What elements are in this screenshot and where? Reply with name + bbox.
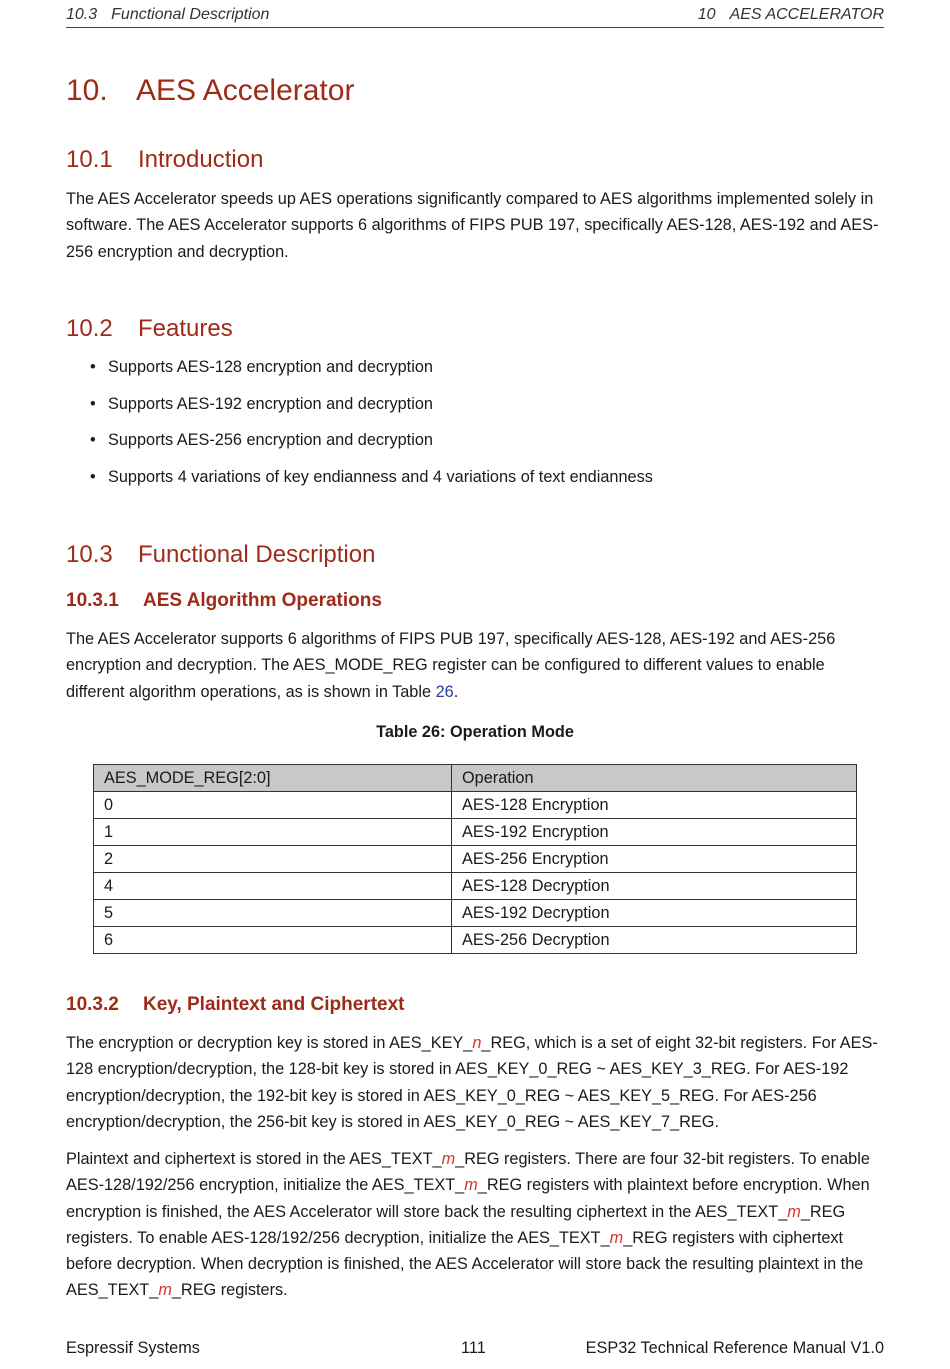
header-right-num: 10 xyxy=(697,6,716,23)
table-cell: AES-192 Decryption xyxy=(452,900,857,927)
plaintext-paragraph xyxy=(66,1146,886,1304)
table-row xyxy=(94,927,857,954)
table-header-row xyxy=(94,765,857,792)
chapter-num: 10. xyxy=(66,74,108,107)
table-reference-link[interactable]: 26 xyxy=(435,682,454,701)
table-row xyxy=(94,900,857,927)
variable-m: m xyxy=(464,1176,478,1195)
section-functional-heading xyxy=(66,541,375,569)
variable-m: m xyxy=(787,1202,801,1221)
operations-text: The AES Accelerator supports 6 algorithms of FIPS PUB 197, specifically AES-128, AES-192 and AES-256 encryption and decryption. The AES_MODE_REG register can be configured to different values to enable different algorithm operations, as is shown in Table xyxy=(66,630,836,701)
list-item xyxy=(90,391,653,428)
table-cell: AES-192 Encryption xyxy=(452,819,857,846)
subsection-num: 10.3.2 xyxy=(66,994,119,1015)
variable-m: m xyxy=(158,1281,172,1300)
section-title: Introduction xyxy=(138,146,264,173)
subsection-num: 10.3.1 xyxy=(66,590,119,611)
chapter-title-text: AES Accelerator xyxy=(136,74,355,107)
section-num: 10.1 xyxy=(66,146,113,173)
header-right-title: AES ACCELERATOR xyxy=(729,6,884,23)
key-text: _REG, which is a set of eight 32-bit registers. For AES-128 encryption/decryption, the 128-bit key is stored in AES_KEY_0_REG ~ AES_KEY_3_REG. For AES-192 encryption/decryption, the 192-bit key is stored in AES_KEY_0_REG ~ AES_KEY_5_REG. For AES-256 encryption/decryption, the 256-bit key is stored in AES_KEY_0_REG ~ AES_KEY_7_REG. xyxy=(66,1034,878,1131)
header-left-num: 10.3 xyxy=(66,6,98,23)
plaintext-text: _REG registers with ciphertext before decryption. When decryption is finished, the AES Accelerator will store back the resulting plaintext in the AES_TEXT_ xyxy=(66,1228,864,1300)
bullet-icon: • xyxy=(90,431,96,450)
plaintext-text: Plaintext and ciphertext is stored in the AES_TEXT_ xyxy=(66,1150,442,1168)
header-left xyxy=(66,6,269,24)
table-cell: AES-256 Decryption xyxy=(452,927,857,954)
key-paragraph xyxy=(66,1030,886,1135)
subsection-title: AES Algorithm Operations xyxy=(143,590,382,611)
column-header: AES_MODE_REG[2:0] xyxy=(94,765,452,792)
footer-company: Espressif Systems xyxy=(66,1339,200,1357)
variable-m: m xyxy=(441,1150,456,1168)
table-cell: 1 xyxy=(94,819,452,846)
table-row xyxy=(94,819,857,846)
table-row xyxy=(94,792,857,819)
list-item xyxy=(90,464,653,501)
bullet-icon: • xyxy=(90,467,96,486)
header-right xyxy=(698,6,884,24)
table-cell: 2 xyxy=(94,846,452,873)
page-number: 111 xyxy=(461,1339,486,1357)
variable-m: m xyxy=(609,1228,624,1247)
plaintext-text: _REG registers. To enable AES-128/192/256 decryption, initialize the AES_TEXT_ xyxy=(66,1202,846,1247)
footer-manual-title: ESP32 Technical Reference Manual V1.0 xyxy=(585,1339,884,1357)
subsection-operations-heading xyxy=(66,590,382,612)
section-title: Functional Description xyxy=(138,541,376,568)
introduction-paragraph: The AES Accelerator speeds up AES operations significantly compared to AES algorithms implemented solely in software. The AES Accelerator supports 6 algorithms of FIPS PUB 197, specifically AES-128, AES-192 and AES-256 encryption and decryption. xyxy=(66,190,879,261)
chapter-title xyxy=(66,74,354,108)
table-cell: AES-128 Encryption xyxy=(452,792,857,819)
list-item-text: Supports AES-256 encryption and decryption xyxy=(108,431,433,450)
header-left-title: Functional Description xyxy=(111,6,270,23)
section-introduction-heading xyxy=(66,146,263,174)
features-list xyxy=(90,354,653,500)
operations-text-end: . xyxy=(453,682,459,701)
list-item-text: Supports AES-192 encryption and decryption xyxy=(108,394,433,413)
table-cell: AES-128 Decryption xyxy=(452,873,857,900)
plaintext-text: _REG registers with plaintext before encryption. When encryption is finished, the AES Accelerator will store back the resulting ciphertext in the AES_TEXT_ xyxy=(66,1176,870,1221)
subsection-title: Key, Plaintext and Ciphertext xyxy=(143,994,405,1015)
table-row xyxy=(94,873,857,900)
table-cell: 6 xyxy=(94,927,452,954)
running-header xyxy=(66,6,884,28)
list-item xyxy=(90,427,653,464)
operations-paragraph xyxy=(66,626,886,705)
table-cell: AES-256 Encryption xyxy=(452,846,857,873)
table-cell: 5 xyxy=(94,900,452,927)
bullet-icon: • xyxy=(90,358,96,376)
section-num: 10.3 xyxy=(66,541,113,568)
subsection-key-heading xyxy=(66,994,405,1016)
list-item-text: Supports 4 variations of key endianness and 4 variations of text endianness xyxy=(108,467,653,486)
key-text: The encryption or decryption key is stored in AES_KEY_ xyxy=(66,1034,473,1052)
table-caption: Table 26: Operation Mode xyxy=(376,723,574,741)
plaintext-text: _REG registers. There are four 32-bit registers. To enable AES-128/192/256 encryption, initialize the AES_TEXT_ xyxy=(66,1150,870,1195)
variable-n: n xyxy=(472,1034,482,1052)
column-header: Operation xyxy=(452,765,857,792)
plaintext-text: _REG registers. xyxy=(171,1281,288,1300)
list-item xyxy=(90,354,653,391)
section-title: Features xyxy=(138,315,233,342)
section-features-heading xyxy=(66,315,233,343)
table-row xyxy=(94,846,857,873)
table-cell: 0 xyxy=(94,792,452,819)
operation-mode-table xyxy=(93,764,857,954)
bullet-icon: • xyxy=(90,394,96,413)
table-cell: 4 xyxy=(94,873,452,900)
section-num: 10.2 xyxy=(66,315,113,342)
list-item-text: Supports AES-128 encryption and decryption xyxy=(108,358,433,376)
